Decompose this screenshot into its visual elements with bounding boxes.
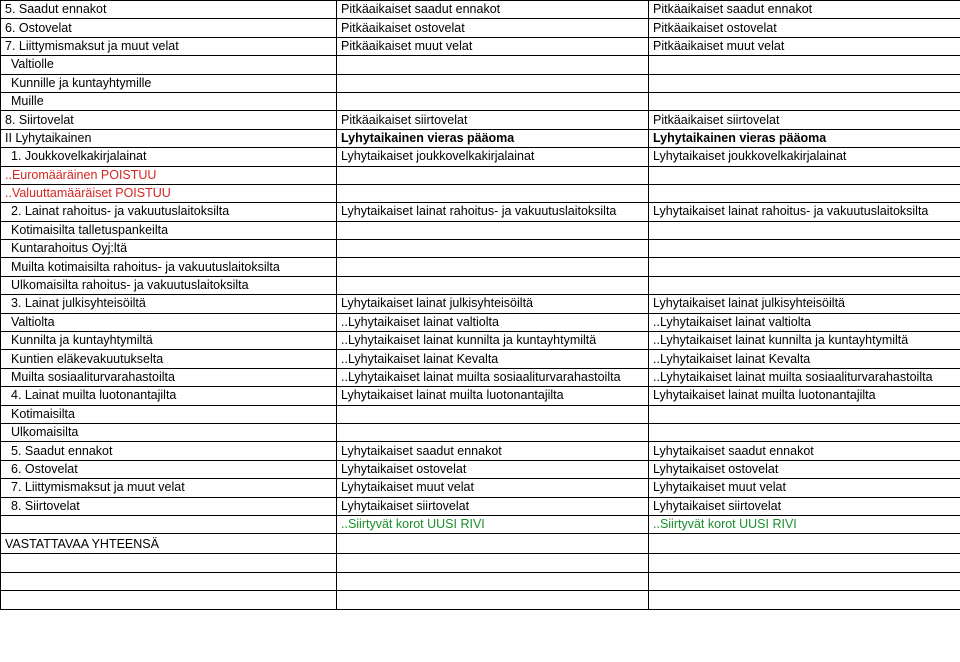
row-label-cell: Ulkomaisilta [1, 423, 337, 441]
table-row [1, 387, 960, 405]
table-row [1, 56, 960, 74]
new-row-cell: ..Siirtyvät korot UUSI RIVI [649, 515, 960, 533]
table-row [1, 423, 960, 441]
table-row [1, 534, 960, 554]
mapping-cell [649, 56, 960, 74]
mapping-cell [337, 92, 649, 110]
mapping-cell: Lyhytaikaiset ostovelat [649, 460, 960, 478]
row-label-cell: 1. Joukkovelkakirjalainat [1, 148, 337, 166]
mapping-cell: Lyhytaikaiset lainat muilta luotonantajilta [649, 387, 960, 405]
row-label-cell: 5. Saadut ennakot [1, 1, 337, 19]
table-row [1, 166, 960, 184]
row-label-cell: Kotimaisilta [1, 405, 337, 423]
mapping-cell: Lyhytaikaiset joukkovelkakirjalainat [337, 148, 649, 166]
row-label-cell: Kunnille ja kuntayhtymille [1, 74, 337, 92]
mapping-cell [649, 221, 960, 239]
mapping-cell [337, 166, 649, 184]
mapping-cell [649, 423, 960, 441]
table-row [1, 460, 960, 478]
mapping-cell: Pitkäaikaiset siirtovelat [337, 111, 649, 129]
table-row [1, 442, 960, 460]
table-row [1, 350, 960, 368]
row-label-cell: Kuntarahoitus Oyj:ltä [1, 240, 337, 258]
mapping-cell [649, 534, 960, 554]
table-row [1, 92, 960, 110]
row-label-cell: 6. Ostovelat [1, 460, 337, 478]
empty-cell [649, 572, 960, 590]
mapping-cell: Lyhytaikaiset ostovelat [337, 460, 649, 478]
table-row [1, 497, 960, 515]
row-label-cell: 2. Lainat rahoitus- ja vakuutuslaitoksilta [1, 203, 337, 221]
mapping-cell [649, 184, 960, 202]
table-row [1, 203, 960, 221]
mapping-cell: Lyhytaikaiset muut velat [337, 479, 649, 497]
table-row [1, 554, 960, 572]
mapping-cell [649, 166, 960, 184]
table-row [1, 1, 960, 19]
mapping-cell: Pitkäaikaiset ostovelat [649, 19, 960, 37]
table-row [1, 368, 960, 386]
row-label-cell: 3. Lainat julkisyhteisöiltä [1, 295, 337, 313]
empty-cell [337, 591, 649, 609]
mapping-cell [337, 184, 649, 202]
row-label-cell: Muilta kotimaisilta rahoitus- ja vakuutuslaitoksilta [1, 258, 337, 276]
mapping-cell: Pitkäaikaiset siirtovelat [649, 111, 960, 129]
table-row [1, 240, 960, 258]
section-heading-cell: Lyhytaikainen vieras pääoma [337, 129, 649, 147]
mapping-cell: Lyhytaikaiset saadut ennakot [649, 442, 960, 460]
row-label-cell: 4. Lainat muilta luotonantajilta [1, 387, 337, 405]
mapping-cell: ..Lyhytaikaiset lainat muilta sosiaaliturvarahastoilta [337, 368, 649, 386]
mapping-cell [337, 56, 649, 74]
mapping-cell [337, 221, 649, 239]
row-label-cell: 7. Liittymismaksut ja muut velat [1, 37, 337, 55]
mapping-cell: ..Lyhytaikaiset lainat muilta sosiaaliturvarahastoilta [649, 368, 960, 386]
table-row [1, 184, 960, 202]
table-row [1, 19, 960, 37]
row-label-cell: 7. Liittymismaksut ja muut velat [1, 479, 337, 497]
row-label-cell: Muilta sosiaaliturvarahastoilta [1, 368, 337, 386]
table-row [1, 295, 960, 313]
table-row [1, 148, 960, 166]
table-row [1, 515, 960, 533]
row-label-cell: Ulkomaisilta rahoitus- ja vakuutuslaitoksilta [1, 276, 337, 294]
table-row [1, 591, 960, 609]
removed-row-label: ..Euromääräinen POISTUU [1, 166, 337, 184]
table-row [1, 129, 960, 147]
row-label-cell: Valtiolta [1, 313, 337, 331]
row-label-cell: 8. Siirtovelat [1, 497, 337, 515]
mapping-cell: Pitkäaikaiset saadut ennakot [337, 1, 649, 19]
table-row [1, 74, 960, 92]
table-row [1, 221, 960, 239]
mapping-cell: Lyhytaikaiset siirtovelat [649, 497, 960, 515]
mapping-cell [337, 74, 649, 92]
mapping-cell: Pitkäaikaiset saadut ennakot [649, 1, 960, 19]
mapping-cell [337, 423, 649, 441]
mapping-cell: ..Lyhytaikaiset lainat valtiolta [649, 313, 960, 331]
mapping-cell [649, 258, 960, 276]
row-label-cell: 6. Ostovelat [1, 19, 337, 37]
table-row [1, 313, 960, 331]
mapping-cell [649, 276, 960, 294]
row-label-cell: Kotimaisilta talletuspankeilta [1, 221, 337, 239]
row-label-cell [1, 515, 337, 533]
mapping-cell: Pitkäaikaiset ostovelat [337, 19, 649, 37]
table-row [1, 332, 960, 350]
new-row-cell: ..Siirtyvät korot UUSI RIVI [337, 515, 649, 533]
mapping-cell [337, 405, 649, 423]
table-row [1, 276, 960, 294]
mapping-cell: Lyhytaikaiset lainat muilta luotonantajilta [337, 387, 649, 405]
mapping-cell [337, 276, 649, 294]
mapping-cell [337, 534, 649, 554]
mapping-cell: ..Lyhytaikaiset lainat kunnilta ja kuntayhtymiltä [337, 332, 649, 350]
total-label-cell: VASTATTAVAA YHTEENSÄ [1, 534, 337, 554]
table-row [1, 258, 960, 276]
mapping-cell: ..Lyhytaikaiset lainat kunnilta ja kuntayhtymiltä [649, 332, 960, 350]
empty-cell [1, 591, 337, 609]
mapping-cell [337, 258, 649, 276]
mapping-cell [649, 405, 960, 423]
row-label-cell: Kuntien eläkevakuutukselta [1, 350, 337, 368]
mapping-cell: Lyhytaikaiset lainat julkisyhteisöiltä [337, 295, 649, 313]
table-row [1, 479, 960, 497]
mapping-cell: Lyhytaikaiset lainat rahoitus- ja vakuutuslaitoksilta [337, 203, 649, 221]
empty-cell [337, 572, 649, 590]
mapping-cell [649, 240, 960, 258]
row-label-cell: 5. Saadut ennakot [1, 442, 337, 460]
row-label-cell: Muille [1, 92, 337, 110]
table-row [1, 572, 960, 590]
row-label-cell: 8. Siirtovelat [1, 111, 337, 129]
section-heading-cell: Lyhytaikainen vieras pääoma [649, 129, 960, 147]
mapping-cell: ..Lyhytaikaiset lainat Kevalta [649, 350, 960, 368]
removed-row-label: ..Valuuttamääräiset POISTUU [1, 184, 337, 202]
mapping-cell: ..Lyhytaikaiset lainat Kevalta [337, 350, 649, 368]
row-label-cell: II Lyhytaikainen [1, 129, 337, 147]
table-row [1, 405, 960, 423]
mapping-cell: Lyhytaikaiset muut velat [649, 479, 960, 497]
mapping-cell: ..Lyhytaikaiset lainat valtiolta [337, 313, 649, 331]
mapping-cell: Lyhytaikaiset joukkovelkakirjalainat [649, 148, 960, 166]
mapping-cell: Pitkäaikaiset muut velat [337, 37, 649, 55]
row-label-cell: Valtiolle [1, 56, 337, 74]
row-label-cell: Kunnilta ja kuntayhtymiltä [1, 332, 337, 350]
empty-cell [337, 554, 649, 572]
mapping-cell: Lyhytaikaiset saadut ennakot [337, 442, 649, 460]
table-row [1, 37, 960, 55]
table-row [1, 111, 960, 129]
empty-cell [649, 554, 960, 572]
mapping-cell: Lyhytaikaiset lainat rahoitus- ja vakuutuslaitoksilta [649, 203, 960, 221]
empty-cell [649, 591, 960, 609]
mapping-cell: Lyhytaikaiset lainat julkisyhteisöiltä [649, 295, 960, 313]
empty-cell [1, 572, 337, 590]
mapping-cell: Pitkäaikaiset muut velat [649, 37, 960, 55]
mapping-cell [649, 74, 960, 92]
mapping-cell: Lyhytaikaiset siirtovelat [337, 497, 649, 515]
mapping-cell [337, 240, 649, 258]
mapping-cell [649, 92, 960, 110]
empty-cell [1, 554, 337, 572]
